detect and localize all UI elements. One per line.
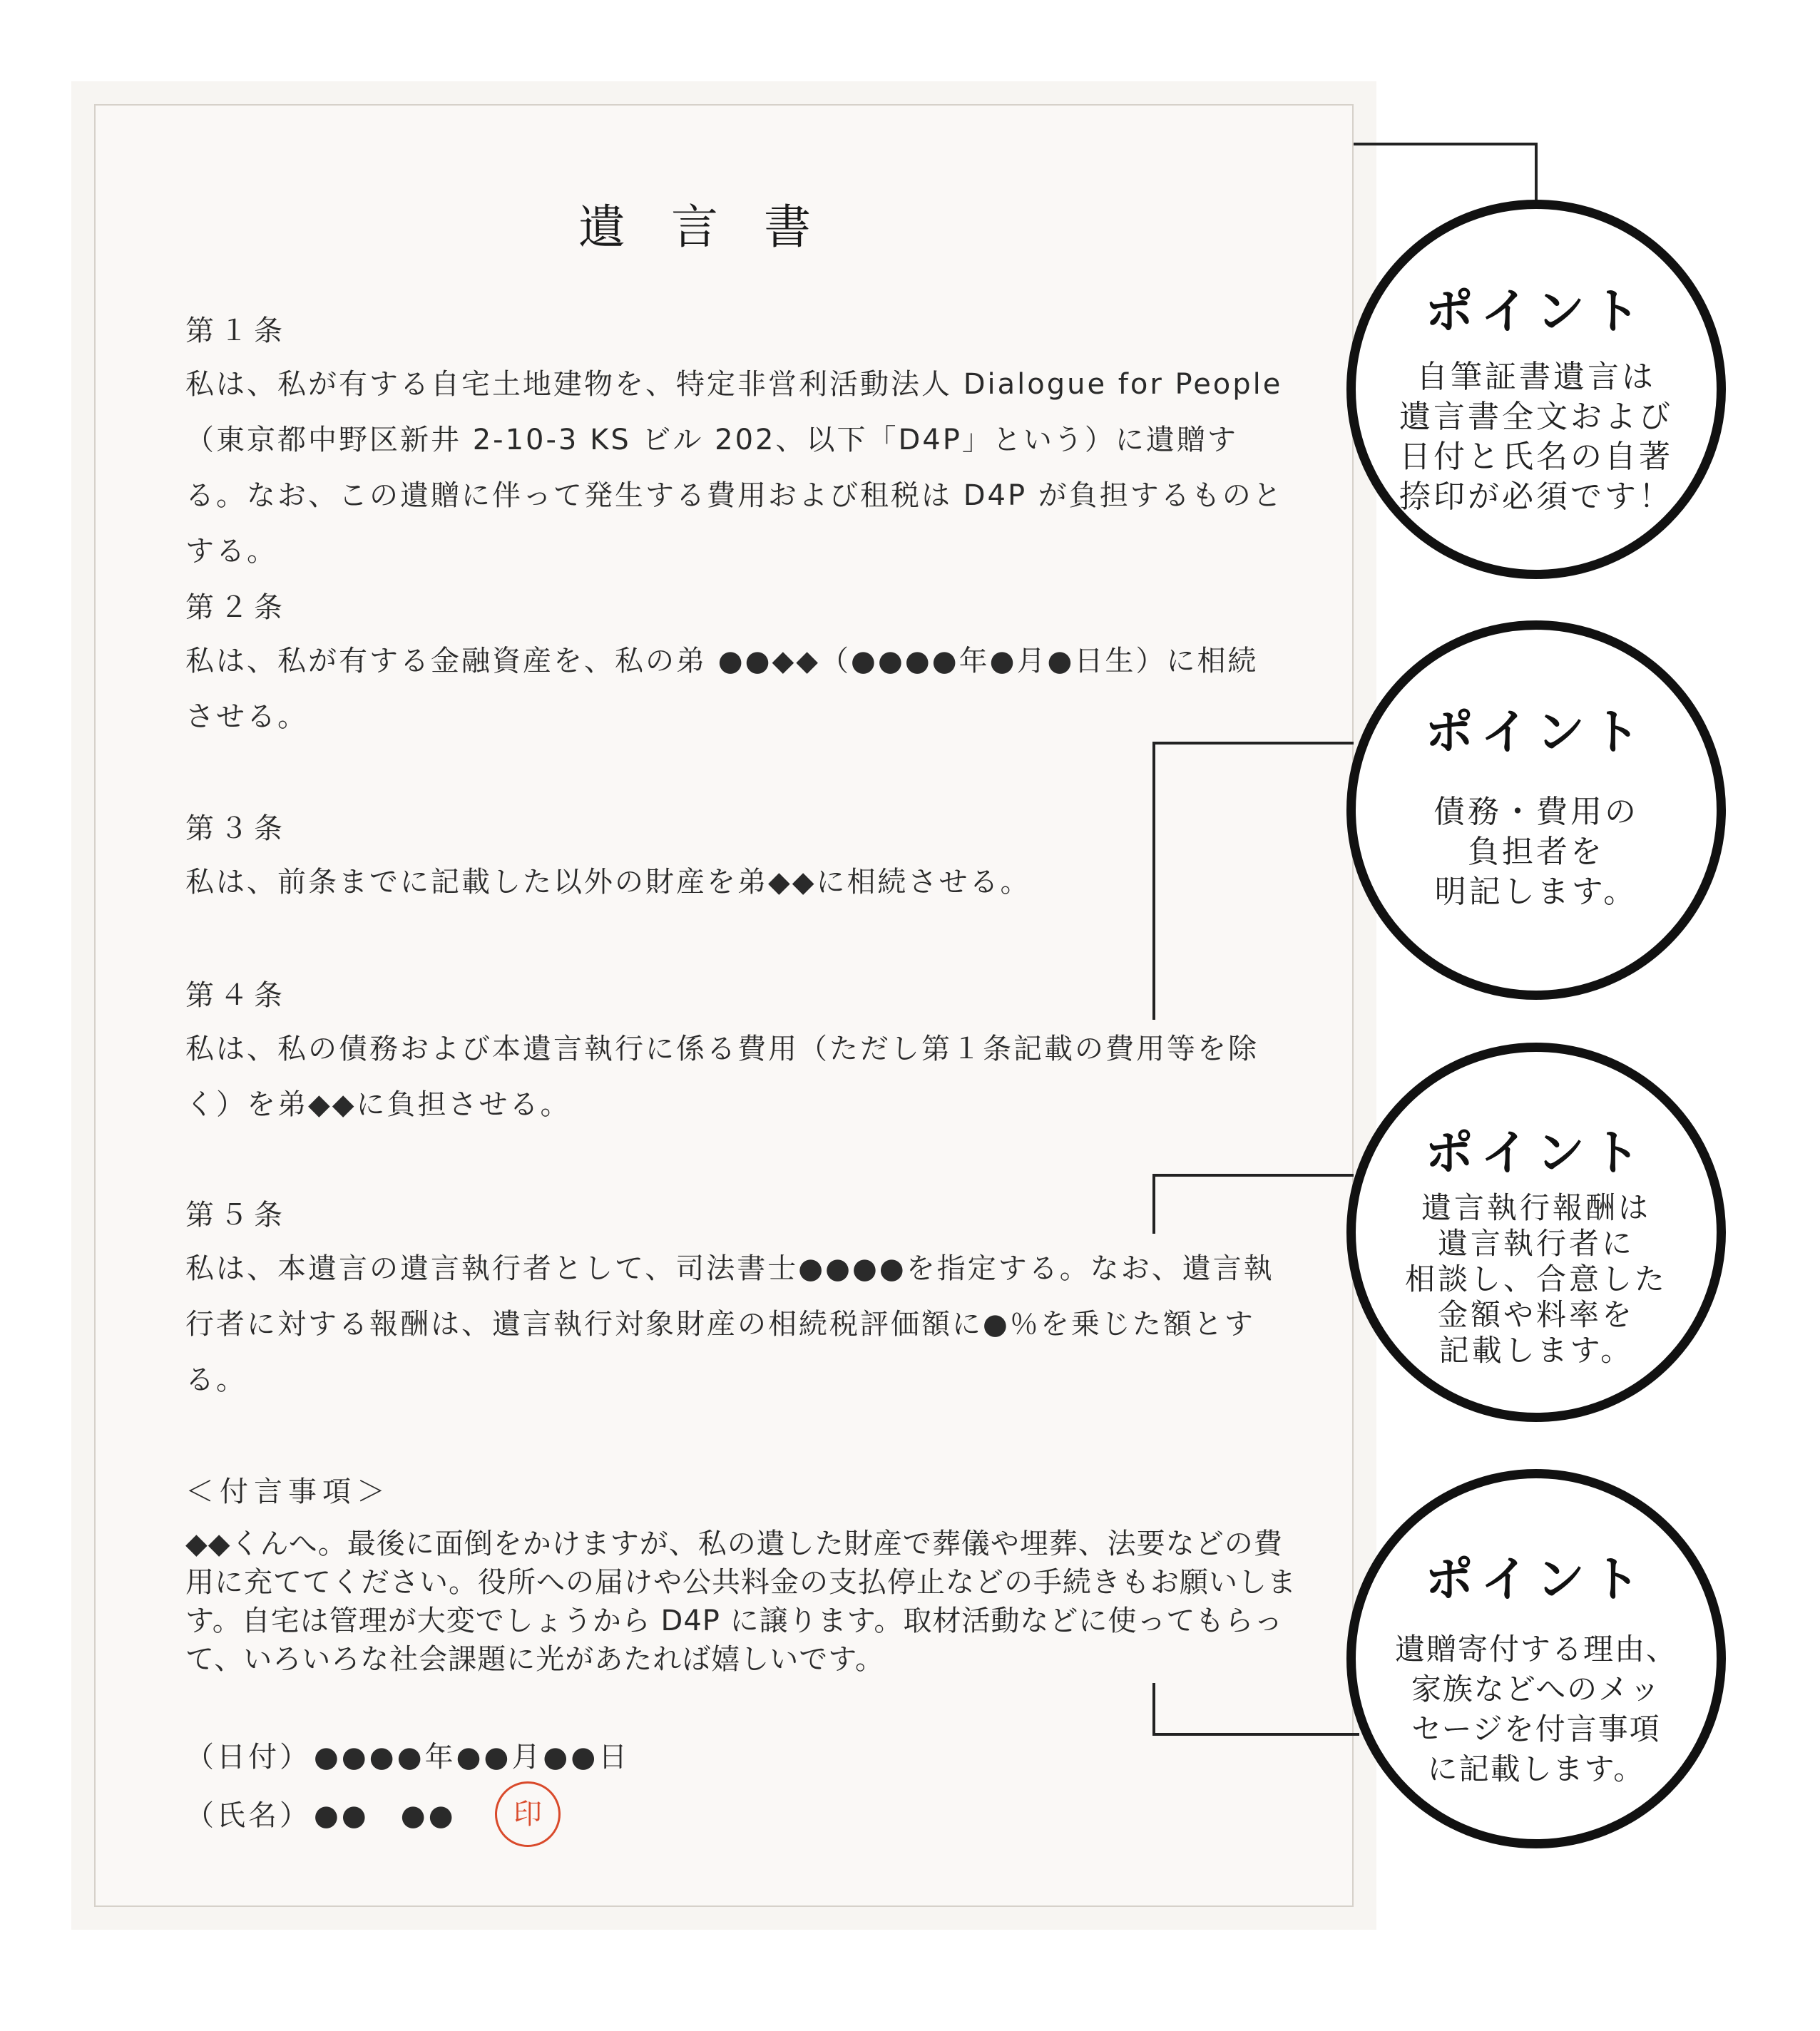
- point-1-title: ポイント: [1424, 284, 1647, 340]
- document-title: 遺言書: [578, 200, 857, 255]
- name-row: [185, 1793, 456, 1833]
- point-1-text: 自筆証書遺言は 遺言書全文および 日付と氏名の自著 捺印が必須です！: [1399, 359, 1673, 515]
- article-3-heading: 第３条: [185, 812, 288, 845]
- article-5-text: 私は、本遺言の遺言執行者として、司法書士●●●●を指定する。なお、遺言執行者に対する報酬は、遺言執行対象財産の相続税評価額に●％を乗じた額とする。: [185, 1252, 1274, 1396]
- connector-line-1: [1354, 143, 1538, 200]
- point-circle-1: [1346, 200, 1726, 579]
- point-3-text: 遺言執行報酬は 遺言執行者に 相談し、合意した 金額や料率を 記載します。: [1404, 1190, 1667, 1368]
- article-4-text: 私は、私の債務および本遺言執行に係る費用（ただし第１条記載の費用等を除く）を弟◆◆に負担させる。: [185, 1033, 1259, 1121]
- name-label: （氏名）: [185, 1799, 311, 1832]
- point-circle-3: [1346, 1043, 1726, 1422]
- seal-stamp: 印: [495, 1781, 561, 1847]
- article-2-heading: 第２条: [185, 591, 288, 624]
- date-value: ●●●●年●●月●●日: [314, 1741, 630, 1774]
- connector-line-2: [1152, 742, 1354, 1020]
- article-1-text: 私は、私が有する自宅土地建物を、特定非営利活動法人 Dialogue for People（東京都中野区新井 2-10-3 KS ビル 202、以下「D4P」という）に遺贈する。なお、この遺贈に伴って発生する費用および租税は D4P が負担するものとする。: [185, 368, 1284, 568]
- article-2-text: 私は、私が有する金融資産を、私の弟 ●●◆◆（●●●●年●月●日生）に相続させる。: [185, 645, 1259, 733]
- date-label: （日付）: [185, 1741, 311, 1774]
- fugen-heading: ＜付言事項＞: [185, 1475, 391, 1508]
- point-4-text: 遺贈寄付する理由、 家族などへのメッ セージを付言事項 に記載します。: [1394, 1632, 1677, 1786]
- point-3-title: ポイント: [1424, 1125, 1647, 1182]
- date-row: [185, 1734, 630, 1775]
- connector-line-3: [1152, 1174, 1354, 1234]
- article-3-text: 私は、前条までに記載した以外の財産を弟◆◆に相続させる。: [185, 866, 1031, 899]
- fugen-text: ◆◆くんへ。最後に面倒をかけますが、私の遺した財産で葬儀や埋葬、法要などの費用に充ててください。役所への届けや公共料金の支払停止などの手続きもお願いします。自宅は管理が大変でしょうから D4P に譲ります。取材活動などに使ってもらって、いろいろな社会課題に光があたれば嬉しいです。: [185, 1528, 1297, 1676]
- article-1-heading: 第１条: [185, 314, 288, 347]
- point-4-title: ポイント: [1424, 1552, 1647, 1608]
- article-5-heading: 第５条: [185, 1199, 288, 1232]
- point-circle-4: [1346, 1469, 1726, 1848]
- name-value: ●● ●●: [314, 1799, 456, 1832]
- connector-line-4: [1152, 1683, 1359, 1736]
- point-2-title: ポイント: [1424, 705, 1647, 761]
- article-4-heading: 第４条: [185, 979, 288, 1012]
- point-circle-2: [1346, 620, 1726, 1000]
- point-2-text: 債務・費用の 負担者を 明記します。: [1433, 794, 1639, 910]
